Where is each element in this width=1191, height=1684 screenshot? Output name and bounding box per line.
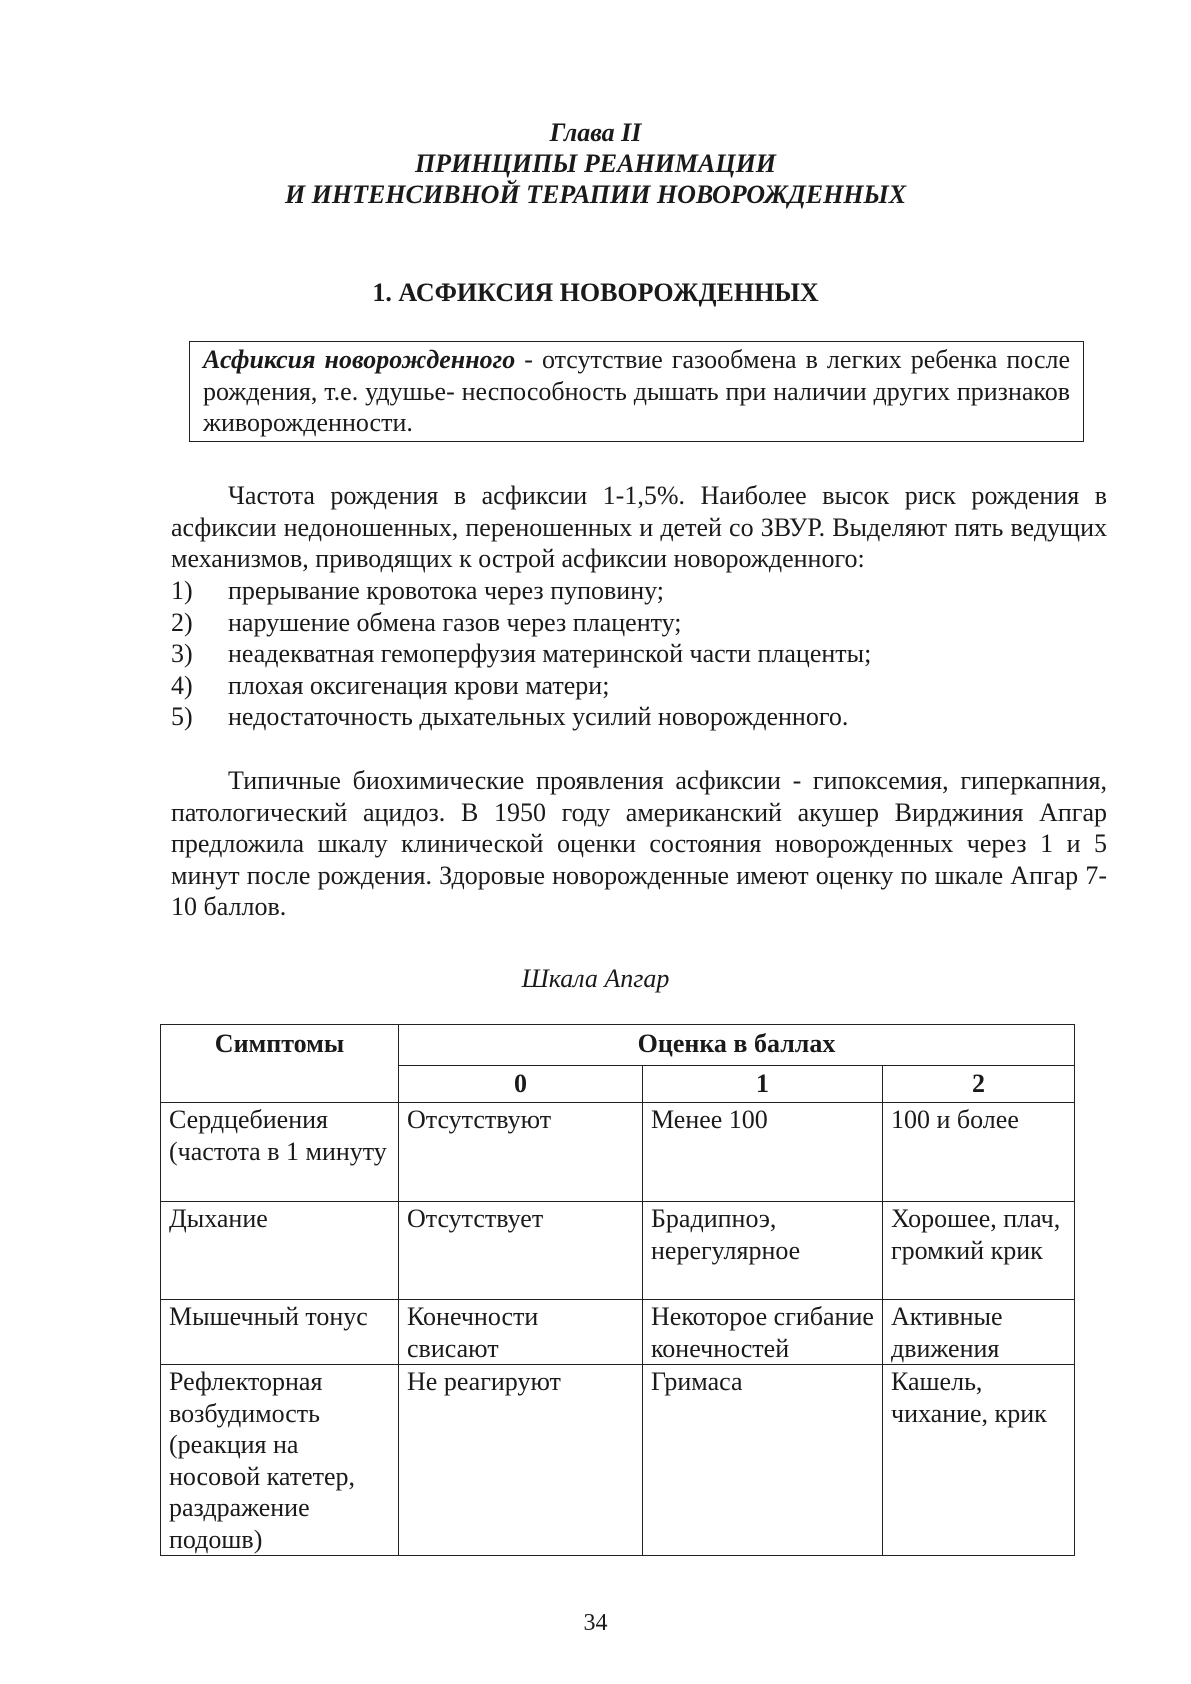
definition-box [189, 341, 1084, 442]
table-row [161, 1300, 1075, 1365]
list-item-text: недостаточность дыхательных усилий новорожденного. [228, 702, 849, 731]
paragraph-apgar-intro: Типичные биохимические проявления асфиксии - гипоксемия, гиперкапния, патологический ацидоз. В 1950 году американский акушер Вирджиния Апгар предложила шкалу клинической оценки состояния новорожденных через 1 и 5 минут после рождения. Здоровые новорожденные имеют оценку по шкале Апгар 7-10 баллов. [171, 766, 1107, 921]
cell-symptom: Дыхание [161, 1202, 399, 1300]
header-score-1: 1 [643, 1066, 883, 1103]
list-item-number: 4) [171, 670, 193, 700]
header-score-0: 0 [399, 1066, 643, 1103]
table-row [161, 1103, 1075, 1202]
mechanisms-list [171, 575, 1107, 733]
list-item-number: 1) [171, 576, 193, 605]
table-row [161, 1365, 1075, 1556]
list-item [171, 638, 1107, 670]
list-item [171, 607, 1107, 639]
cell-symptom: Мышечный тонус [161, 1300, 399, 1365]
cell-score-0: Отсутствуют [399, 1103, 643, 1202]
list-item [171, 575, 1107, 607]
cell-score-2: 100 и более [883, 1103, 1075, 1202]
chapter-title-line-2: И ИНТЕНСИВНОЙ ТЕРАПИИ НОВОРОЖДЕННЫХ [284, 180, 907, 209]
header-symptoms: Симптомы [161, 1025, 399, 1103]
list-item-text: нарушение обмена газов через плаценту; [228, 607, 682, 637]
definition-term: Асфиксия новорожденного [203, 345, 516, 374]
table-header-row [161, 1025, 1075, 1066]
cell-score-1: Некоторое сгибание конечностей [643, 1300, 883, 1365]
cell-score-1: Брадипноэ, нерегулярное [643, 1202, 883, 1300]
cell-score-0: Не реагируют [399, 1365, 643, 1556]
list-item [171, 701, 1107, 733]
cell-score-1: Менее 100 [643, 1103, 883, 1202]
cell-symptom: Рефлекторная возбудимость (реакция на носовой катетер, раздражение подошв) [161, 1365, 399, 1556]
cell-score-2: Активные движения [883, 1300, 1075, 1365]
cell-score-2: Кашель, чихание, крик [883, 1365, 1075, 1556]
list-item-number: 5) [171, 702, 193, 731]
cell-score-0: Отсутствует [399, 1202, 643, 1300]
table-caption: Шкала Апгар [521, 964, 670, 993]
list-item-text: плохая оксигенация крови матери; [228, 670, 610, 700]
apgar-score-table [160, 1024, 1075, 1556]
section-title: 1. АСФИКСИЯ НОВОРОЖДЕННЫХ [372, 278, 819, 307]
cell-symptom: Сердцебиения (частота в 1 минуту [161, 1103, 399, 1202]
list-item-text: неадекватная гемоперфузия материнской части плаценты; [228, 639, 872, 668]
chapter-title-line-1: ПРИНЦИПЫ РЕАНИМАЦИИ [414, 149, 777, 178]
list-item-text: прерывание кровотока через пуповину; [228, 576, 665, 605]
list-item-number: 2) [171, 607, 193, 637]
list-item [171, 670, 1107, 702]
header-score: Оценка в баллах [399, 1025, 1075, 1066]
chapter-label: Глава II [549, 118, 642, 147]
table-row [161, 1202, 1075, 1300]
list-item-number: 3) [171, 639, 193, 668]
paragraph-asphyxia-frequency: Частота рождения в асфиксии 1-1,5%. Наиболее высок риск рождения в асфиксии недоношенных, переношенных и детей со ЗВУР. Выделяют пять ведущих механизмов, приводящих к острой асфиксии новорожденного: [171, 481, 1107, 573]
cell-score-2: Хорошее, плач, громкий крик [883, 1202, 1075, 1300]
cell-score-1: Гримаса [643, 1365, 883, 1556]
header-score-2: 2 [883, 1066, 1075, 1103]
definition-text: - отсутствие газообмена в легких ребенка после рождения, т.е. удушье- неспособность дышать при наличии других признаков живорожденности. [203, 345, 1070, 437]
cell-score-0: Конечности свисают [399, 1300, 643, 1365]
page-number: 34 [583, 1610, 608, 1636]
